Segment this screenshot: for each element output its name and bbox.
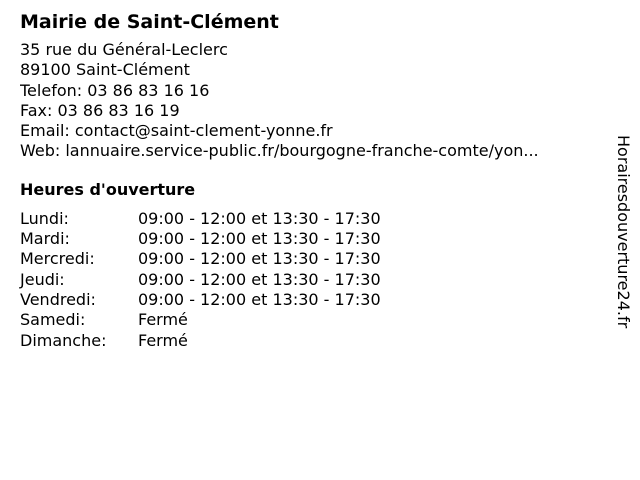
- phone-line: Telefon: 03 86 83 16 16: [20, 80, 210, 100]
- day-label: Dimanche:: [20, 330, 107, 350]
- day-hours: 09:00 - 12:00 et 13:30 - 17:30: [138, 208, 381, 228]
- day-label: Mercredi:: [20, 249, 95, 269]
- day-label: Vendredi:: [20, 289, 96, 309]
- web-line: Web: lannuaire.service-public.fr/bourgogne-franche-comte/yon...: [20, 141, 539, 161]
- address-line-2: 89100 Saint-Clément: [20, 60, 190, 80]
- day-hours: 09:00 - 12:00 et 13:30 - 17:30: [138, 289, 381, 309]
- day-label: Lundi:: [20, 208, 69, 228]
- hours-row-tuesday: [20, 229, 610, 249]
- hours-row-monday: [20, 209, 610, 229]
- day-hours: 09:00 - 12:00 et 13:30 - 17:30: [138, 269, 381, 289]
- day-hours: Fermé: [138, 330, 188, 350]
- hours-row-friday: [20, 290, 610, 310]
- hours-row-wednesday: [20, 249, 610, 269]
- day-label: Jeudi:: [20, 269, 65, 289]
- opening-hours-heading: Heures d'ouverture: [20, 179, 196, 199]
- hours-row-sunday: [20, 331, 610, 351]
- opening-hours-table: [20, 209, 610, 351]
- site-brand-vertical: Horairesdouverture24.fr: [614, 135, 633, 329]
- fax-line: Fax: 03 86 83 16 19: [20, 100, 180, 120]
- hours-row-saturday: [20, 310, 610, 330]
- address-line-1: 35 rue du Général-Leclerc: [20, 40, 228, 59]
- day-label: Samedi:: [20, 310, 86, 330]
- day-hours: Fermé: [138, 310, 188, 330]
- day-hours: 09:00 - 12:00 et 13:30 - 17:30: [138, 249, 381, 269]
- day-hours: 09:00 - 12:00 et 13:30 - 17:30: [138, 229, 381, 249]
- hours-row-thursday: [20, 270, 610, 290]
- place-card: [20, 10, 610, 351]
- place-title: Mairie de Saint-Clément: [20, 11, 279, 33]
- day-label: Mardi:: [20, 229, 70, 249]
- email-line: Email: contact@saint-clement-yonne.fr: [20, 121, 333, 141]
